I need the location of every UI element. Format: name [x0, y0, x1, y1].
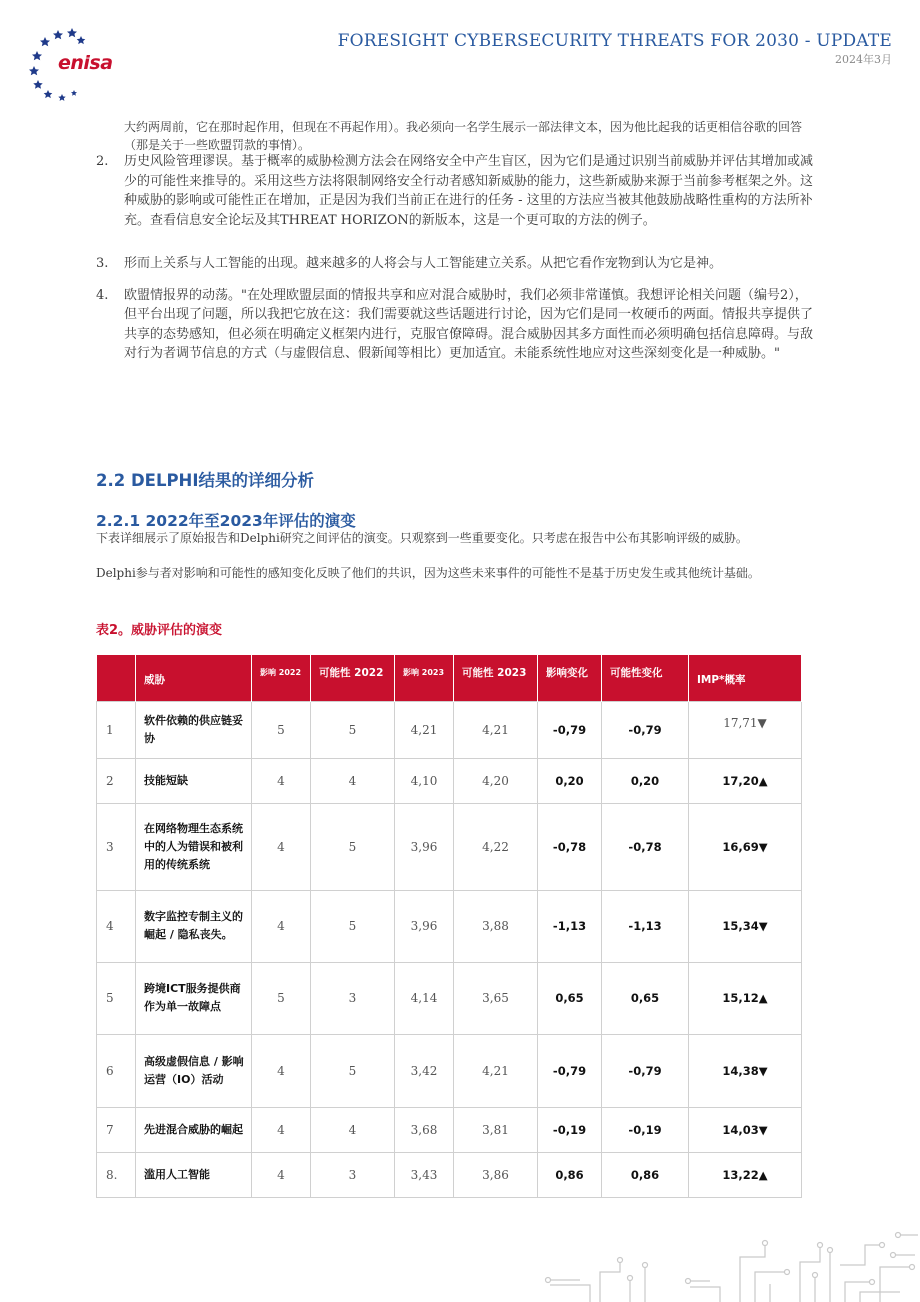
- likelihood-2023: 4,21: [454, 1034, 538, 1107]
- impact-2023: 3,96: [395, 803, 454, 890]
- threat-name: 跨境ICT服务提供商作为单一故障点: [136, 962, 252, 1034]
- numbered-list: [96, 152, 816, 364]
- list-item: [96, 254, 816, 274]
- likelihood-change: -0,19: [602, 1107, 689, 1152]
- subsection-heading: 2.2.1 2022年至2023年评估的演变: [96, 512, 356, 530]
- table-row: [97, 1107, 802, 1152]
- intro-paragraph: 大约两周前，它在那时起作用，但现在不再起作用）。我必须向一名学生展示一部法律文本，因为他比起我的话更相信谷歌的回答（那是关于一些欧盟罚款的事情）。: [124, 120, 803, 152]
- row-index: 8.: [97, 1152, 136, 1197]
- impact-2023: 3,43: [395, 1152, 454, 1197]
- table-row: [97, 701, 802, 758]
- impact-change: -0,78: [538, 803, 602, 890]
- imp-probability: 15,12▲: [689, 962, 802, 1034]
- likelihood-change: -0,78: [602, 803, 689, 890]
- impact-2022: 5: [252, 962, 311, 1034]
- likelihood-change: 0,65: [602, 962, 689, 1034]
- header-likelihood-change: 可能性变化: [602, 655, 689, 701]
- list-item-number: 4.: [96, 287, 109, 303]
- impact-change: 0,86: [538, 1152, 602, 1197]
- header-threat: 威胁: [136, 655, 252, 701]
- impact-2022: 4: [252, 1034, 311, 1107]
- likelihood-change: 0,86: [602, 1152, 689, 1197]
- impact-2023: 4,21: [395, 701, 454, 758]
- impact-change: -0,79: [538, 1034, 602, 1107]
- list-item-number: 3.: [96, 256, 109, 271]
- impact-2023: 3,96: [395, 890, 454, 962]
- likelihood-change: -1,13: [602, 890, 689, 962]
- likelihood-2023: 4,20: [454, 758, 538, 803]
- threat-name: 在网络物理生态系统中的人为错误和被利用的传统系统: [136, 803, 252, 890]
- impact-2022: 4: [252, 1152, 311, 1197]
- list-item-text: 形而上关系与人工智能的出现。越来越多的人将会与人工智能建立关系。从把它看作宠物到认为它是神。: [124, 256, 723, 271]
- body-paragraph: 下表详细展示了原始报告和Delphi研究之间评估的演变。只观察到一些重要变化。只考虑在报告中公布其影响评级的威胁。: [96, 531, 748, 545]
- impact-change: 0,20: [538, 758, 602, 803]
- likelihood-2022: 4: [311, 1107, 395, 1152]
- table-caption: 表2。威胁评估的演变: [96, 623, 223, 638]
- likelihood-2023: 3,81: [454, 1107, 538, 1152]
- likelihood-2022: 5: [311, 803, 395, 890]
- table-header-row: [97, 655, 802, 701]
- row-index: 5: [97, 962, 136, 1034]
- impact-2022: 4: [252, 803, 311, 890]
- list-item-text: 欧盟情报界的动荡。"在处理欧盟层面的情报共享和应对混合威胁时，我们必须非常谨慎。我想评论相关问题（编号2），但平台出现了问题，所以我把它放在这：我们需要就这些话题进行讨论，因为它们是同一枚硬币的两面。情报共享提供了共享的态势感知，但必须在明确定义框架内进行，克服官僚障碍。混合威胁因其多方面性而必须明确包括信息障碍。与敌对行为者调节信息的方式（与虚假信息、假新闻等相比）更加适宜。未能系统性地应对这些深刻变化是一种威胁。": [124, 287, 814, 361]
- table-row: [97, 1152, 802, 1197]
- imp-probability: 16,69▼: [689, 803, 802, 890]
- impact-change: -0,19: [538, 1107, 602, 1152]
- header-impact-2022: 影响 2022: [252, 655, 311, 701]
- document-date: 2024年3月: [835, 53, 892, 66]
- impact-2022: 5: [252, 701, 311, 758]
- threat-name: 滥用人工智能: [136, 1152, 252, 1197]
- table-row: [97, 758, 802, 803]
- likelihood-2023: 4,21: [454, 701, 538, 758]
- table-row: [97, 803, 802, 890]
- threat-name: 技能短缺: [136, 758, 252, 803]
- imp-probability: 13,22▲: [689, 1152, 802, 1197]
- row-index: 2: [97, 758, 136, 803]
- imp-probability: 17,20▲: [689, 758, 802, 803]
- impact-2023: 4,14: [395, 962, 454, 1034]
- table-row: [97, 1034, 802, 1107]
- impact-2022: 4: [252, 758, 311, 803]
- threat-evaluation-table: [96, 655, 802, 1198]
- header-likelihood-2022: 可能性 2022: [311, 655, 395, 701]
- impact-change: -0,79: [538, 701, 602, 758]
- threat-name: 先进混合威胁的崛起: [136, 1107, 252, 1152]
- likelihood-2023: 4,22: [454, 803, 538, 890]
- likelihood-2022: 5: [311, 1034, 395, 1107]
- enisa-logo-text: enisa: [58, 52, 113, 74]
- impact-2023: 3,42: [395, 1034, 454, 1107]
- header-impact-2023: 影响 2023: [395, 655, 454, 701]
- likelihood-2023: 3,88: [454, 890, 538, 962]
- imp-probability: 14,03▼: [689, 1107, 802, 1152]
- threat-name: 高级虚假信息 / 影响运营（IO）活动: [136, 1034, 252, 1107]
- imp-probability: 17,71▼: [689, 701, 802, 758]
- impact-2023: 3,68: [395, 1107, 454, 1152]
- likelihood-2022: 5: [311, 890, 395, 962]
- impact-2023: 4,10: [395, 758, 454, 803]
- header-index: [97, 655, 136, 701]
- threat-name: 数字监控专制主义的崛起 / 隐私丧失。: [136, 890, 252, 962]
- row-index: 3: [97, 803, 136, 890]
- list-item-number: 2.: [96, 154, 109, 169]
- likelihood-2022: 5: [311, 701, 395, 758]
- circuit-decoration-icon: [540, 1225, 920, 1302]
- likelihood-change: 0,20: [602, 758, 689, 803]
- likelihood-2022: 4: [311, 758, 395, 803]
- impact-change: -1,13: [538, 890, 602, 962]
- likelihood-change: -0,79: [602, 1034, 689, 1107]
- imp-probability: 15,34▼: [689, 890, 802, 962]
- body-paragraph: Delphi参与者对影响和可能性的感知变化反映了他们的共识，因为这些未来事件的可能性不是基于历史发生或其他统计基础。: [96, 566, 760, 580]
- list-item: [96, 152, 816, 230]
- likelihood-2022: 3: [311, 962, 395, 1034]
- likelihood-change: -0,79: [602, 701, 689, 758]
- header-likelihood-2023: 可能性 2023: [454, 655, 538, 701]
- threat-name: 软件依赖的供应链妥协: [136, 701, 252, 758]
- likelihood-2023: 3,86: [454, 1152, 538, 1197]
- likelihood-2023: 3,65: [454, 962, 538, 1034]
- table-row: [97, 962, 802, 1034]
- list-item: [96, 286, 816, 364]
- section-heading: 2.2 DELPHI结果的详细分析: [96, 471, 314, 490]
- header-impact-change: 影响变化: [538, 655, 602, 701]
- row-index: 1: [97, 701, 136, 758]
- row-index: 4: [97, 890, 136, 962]
- likelihood-2022: 3: [311, 1152, 395, 1197]
- row-index: 7: [97, 1107, 136, 1152]
- impact-2022: 4: [252, 890, 311, 962]
- header-imp-probability: IMP*概率: [689, 655, 802, 701]
- document-title: FORESIGHT CYBERSECURITY THREATS FOR 2030 - UPDATE: [337, 31, 892, 51]
- impact-change: 0,65: [538, 962, 602, 1034]
- list-item-text: 历史风险管理谬误。基于概率的威胁检测方法会在网络安全中产生盲区，因为它们是通过识别当前威胁并评估其增加或减少的可能性来推导的。采用这些方法将限制网络安全行动者感知新威胁的能力，这些新威胁来源于当前参考框架之外。这种威胁的影响或可能性正在增加，正是因为我们当前正在进行的任务 - 这里的方法应当被其他鼓励战略性重构的方法所补充。查看信息安全论坛及其THREAT HORIZON的新版本，这是一个更可取的方法的例子。: [124, 154, 814, 228]
- imp-probability: 14,38▼: [689, 1034, 802, 1107]
- table-row: [97, 890, 802, 962]
- impact-2022: 4: [252, 1107, 311, 1152]
- row-index: 6: [97, 1034, 136, 1107]
